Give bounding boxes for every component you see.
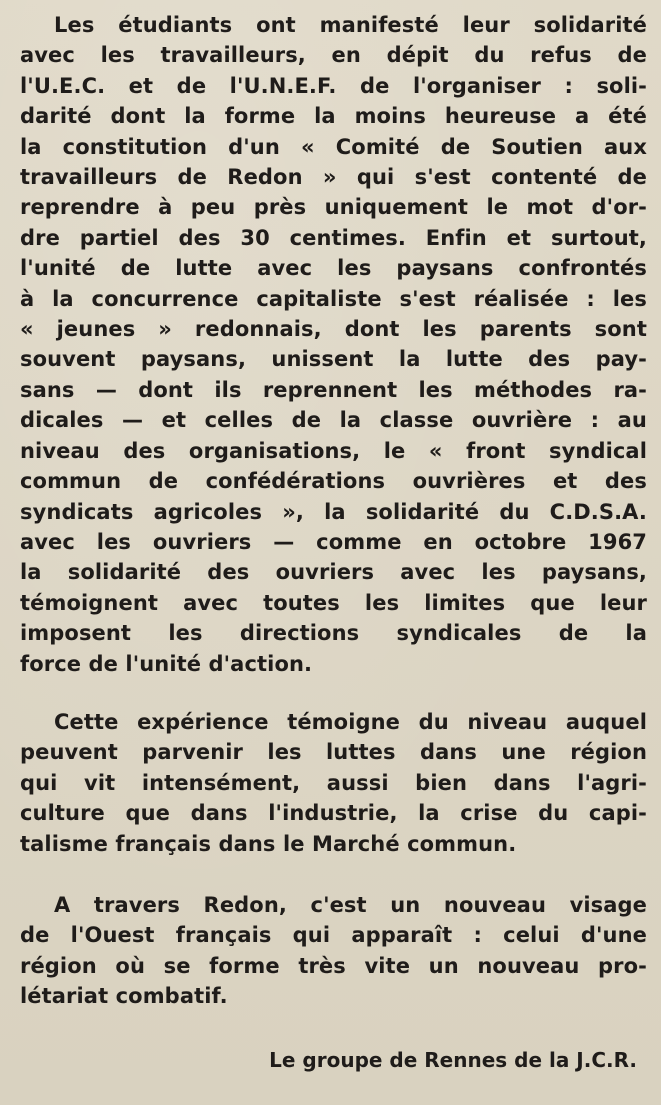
- text-line: Cette expérience témoigne du niveau auquel: [54, 709, 647, 734]
- text-line: darité dont la forme la moins heureuse a été: [20, 104, 647, 129]
- text-line: la solidarité des ouvriers avec les paysans,: [20, 560, 647, 585]
- text-line: talisme français dans le Marché commun.: [20, 831, 517, 856]
- text-line: la constitution d'un « Comité de Soutien aux: [20, 134, 647, 159]
- paragraph-3: [20, 890, 647, 1012]
- text-line: témoignent avec toutes les limites que leur: [20, 590, 647, 615]
- text-line: dicales — et celles de la classe ouvrière : au: [20, 408, 647, 433]
- text-line: qui vit intensément, aussi bien dans l'agri-: [20, 770, 647, 795]
- paragraph-2: [20, 707, 647, 859]
- text-line: A travers Redon, c'est un nouveau visage: [54, 892, 647, 917]
- signature: Le groupe de Rennes de la J.C.R.: [269, 1047, 637, 1072]
- text-line: sans — dont ils reprennent les méthodes ra-: [20, 377, 647, 402]
- text-line: culture que dans l'industrie, la crise du capi-: [20, 801, 647, 826]
- text-line: l'U.E.C. et de l'U.N.E.F. de l'organiser : soli-: [20, 73, 647, 98]
- text-line: région où se forme très vite un nouveau pro-: [20, 953, 647, 978]
- text-line: commun de confédérations ouvrières et des: [20, 469, 647, 494]
- paragraph-1: [20, 10, 647, 679]
- text-line: Les étudiants ont manifesté leur solidarité: [54, 13, 647, 37]
- text-line: travailleurs de Redon » qui s'est contenté de: [20, 165, 647, 190]
- text-line: reprendre à peu près uniquement le mot d'or-: [20, 195, 647, 220]
- text-line: peuvent parvenir les luttes dans une région: [20, 740, 647, 765]
- text-line: imposent les directions syndicales de la: [20, 621, 647, 646]
- text-line: dre partiel des 30 centimes. Enfin et surtout,: [20, 225, 647, 250]
- text-line: souvent paysans, unissent la lutte des pay-: [20, 347, 647, 372]
- text-line: syndicats agricoles », la solidarité du C.D.S.A.: [20, 499, 647, 524]
- text-line: force de l'unité d'action.: [20, 651, 313, 676]
- text-line: de l'Ouest français qui apparaît : celui d'une: [20, 923, 647, 948]
- text-line: avec les travailleurs, en dépit du refus de: [20, 43, 647, 68]
- text-line: avec les ouvriers — comme en octobre 1967: [20, 529, 647, 554]
- text-line: niveau des organisations, le « front syndical: [20, 438, 647, 463]
- text-line: létariat combatif.: [20, 984, 228, 1009]
- text-line: l'unité de lutte avec les paysans confrontés: [20, 256, 647, 281]
- text-line: « jeunes » redonnais, dont les parents sont: [20, 317, 647, 342]
- text-line: à la concurrence capitaliste s'est réalisée : les: [20, 286, 647, 311]
